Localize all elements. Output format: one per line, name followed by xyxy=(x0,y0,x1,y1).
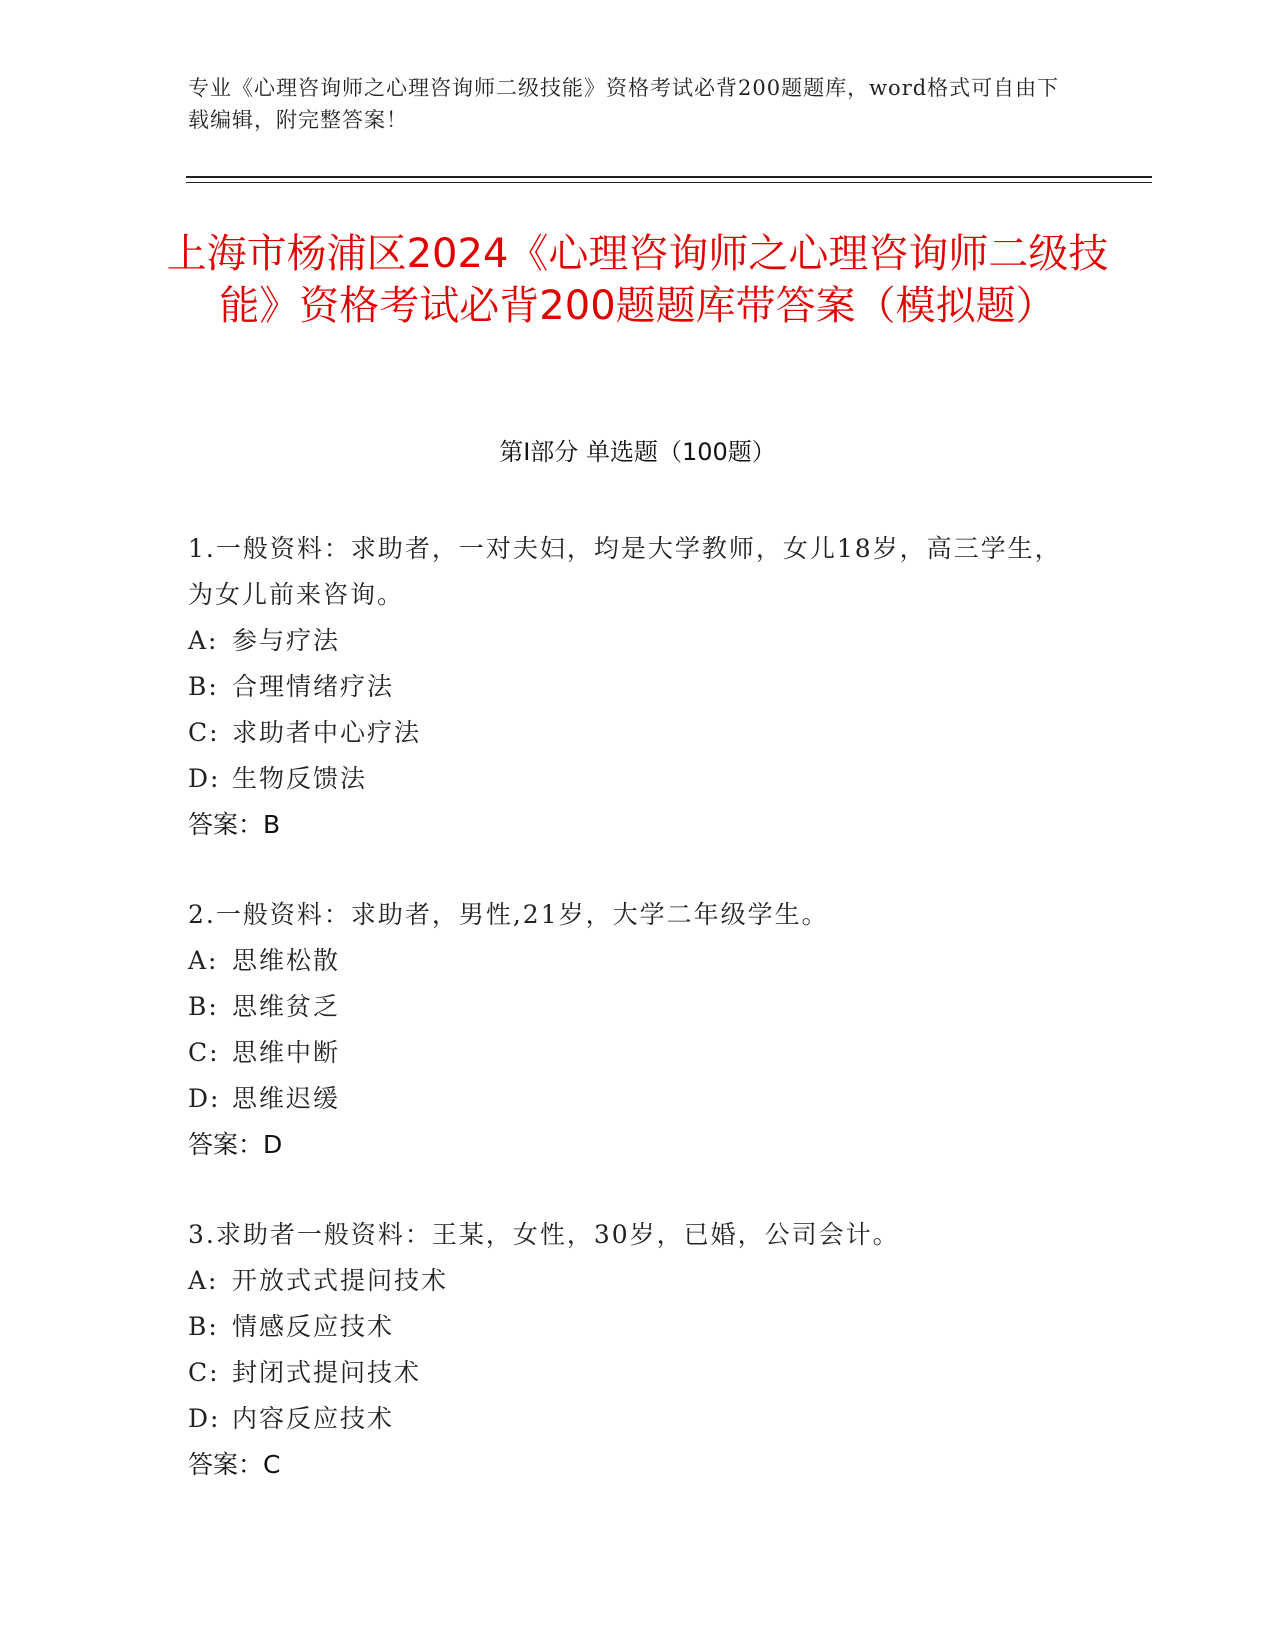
option-letter: A: xyxy=(188,946,219,975)
option-letter: B: xyxy=(188,992,219,1021)
header-rule-thin xyxy=(186,182,1152,183)
option-letter: B: xyxy=(188,672,219,701)
question-1 xyxy=(188,526,1078,848)
option-text: 开放式式提问技术 xyxy=(232,1266,449,1295)
option-d xyxy=(188,1396,1078,1442)
header-rule-thick xyxy=(186,176,1152,178)
answer-line: 答案：C xyxy=(188,1450,281,1479)
option-letter: D: xyxy=(188,764,221,793)
option-a xyxy=(188,618,1078,664)
question-2 xyxy=(188,892,1078,1168)
question-text: 1.一般资料：求助者，一对夫妇，均是大学教师，女儿18岁，高三学生，为女儿前来咨询。 xyxy=(188,534,1062,609)
option-c xyxy=(188,710,1078,756)
option-text: 思维中断 xyxy=(232,1038,341,1067)
option-b xyxy=(188,1304,1078,1350)
option-letter: C: xyxy=(188,718,220,747)
option-b xyxy=(188,664,1078,710)
option-letter: D: xyxy=(188,1084,221,1113)
question-text: 3.求助者一般资料：王某，女性，30岁，已婚，公司会计。 xyxy=(188,1220,900,1249)
option-text: 封闭式提问技术 xyxy=(232,1358,422,1387)
answer-line: 答案：B xyxy=(188,810,281,839)
option-text: 参与疗法 xyxy=(232,626,341,655)
option-c xyxy=(188,1030,1078,1076)
option-text: 思维松散 xyxy=(232,946,341,975)
option-text: 思维迟缓 xyxy=(232,1084,341,1113)
question-list xyxy=(188,526,1078,1532)
question-text: 2.一般资料：求助者，男性,21岁，大学二年级学生。 xyxy=(188,900,829,929)
option-text: 求助者中心疗法 xyxy=(232,718,422,747)
option-b xyxy=(188,984,1078,1030)
question-3 xyxy=(188,1212,1078,1488)
section-title: 第Ⅰ部分 单选题（100题） xyxy=(499,438,776,466)
option-d xyxy=(188,756,1078,802)
option-letter: A: xyxy=(188,1266,219,1295)
option-letter: A: xyxy=(188,626,219,655)
option-text: 合理情绪疗法 xyxy=(232,672,395,701)
option-a xyxy=(188,1258,1078,1304)
option-letter: C: xyxy=(188,1358,220,1387)
option-text: 思维贫乏 xyxy=(232,992,341,1021)
option-text: 内容反应技术 xyxy=(232,1404,395,1433)
document-title: 上海市杨浦区2024《心理咨询师之心理咨询师二级技能》资格考试必背200题题库带答案（模拟题） xyxy=(166,231,1109,329)
option-c xyxy=(188,1350,1078,1396)
option-letter: C: xyxy=(188,1038,220,1067)
option-letter: B: xyxy=(188,1312,219,1341)
option-text: 生物反馈法 xyxy=(232,764,368,793)
option-a xyxy=(188,938,1078,984)
option-text: 情感反应技术 xyxy=(232,1312,395,1341)
option-letter: D: xyxy=(188,1404,221,1433)
option-d xyxy=(188,1076,1078,1122)
header-note: 专业《心理咨询师之心理咨询师二级技能》资格考试必背200题题库，word格式可自由下载编辑，附完整答案！ xyxy=(188,76,1060,132)
answer-line: 答案：D xyxy=(188,1130,283,1159)
